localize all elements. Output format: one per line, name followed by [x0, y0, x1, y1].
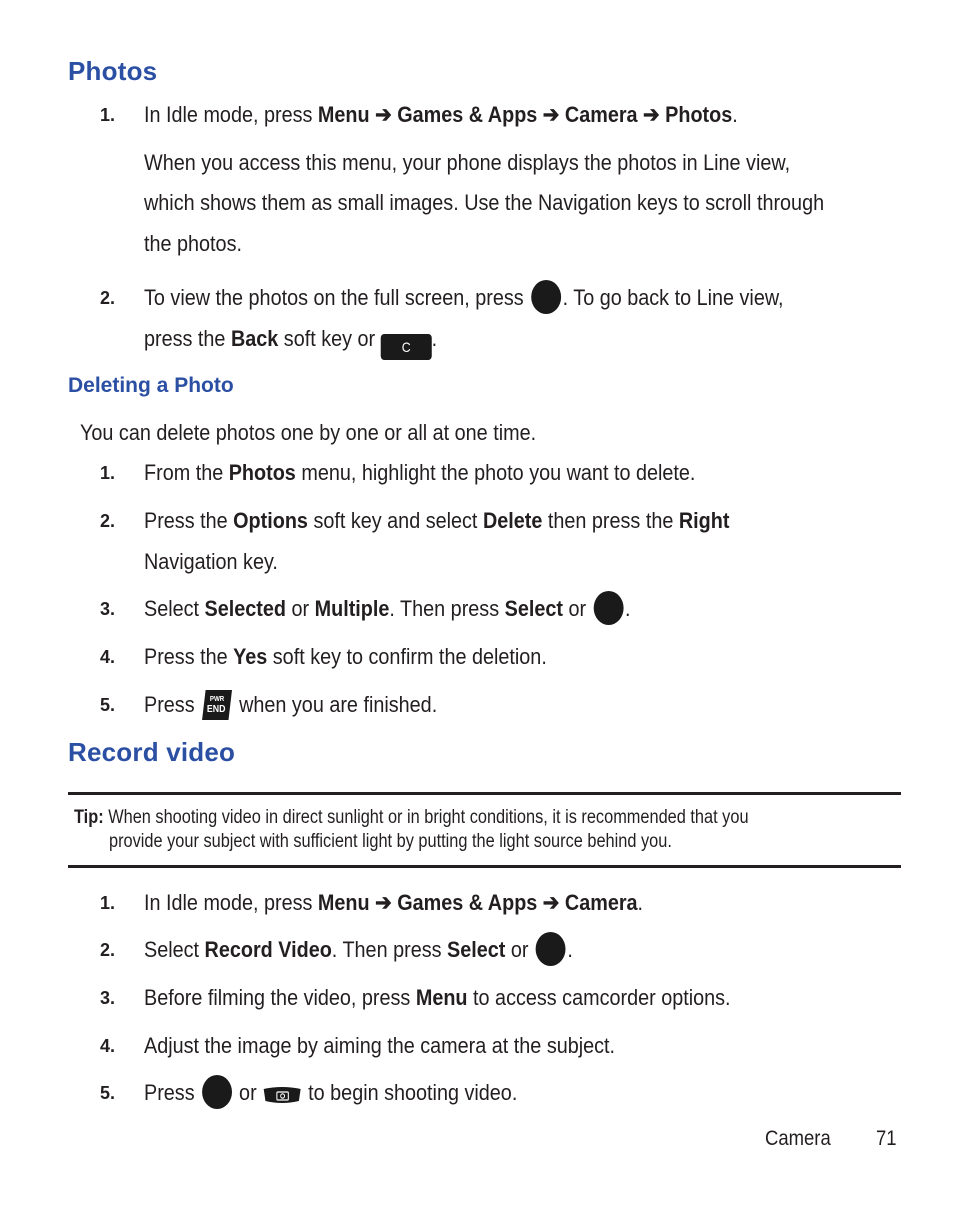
record-step1: In Idle mode, press Menu ➔ Games & Apps ➔ Camera. [144, 890, 644, 915]
tip-top-rule [68, 792, 901, 795]
ok-key-icon [536, 932, 566, 966]
ok-key-icon [531, 280, 561, 314]
photos-step2-line1: To view the photos on the full screen, press . To go back to Line view, [144, 277, 784, 318]
photos-paragraph-line: the photos. [144, 231, 242, 256]
step-number: 2. [100, 288, 116, 308]
tip-line2: provide your subject with sufficient light by putting the light source behind you. [109, 831, 672, 852]
page-number: 71 [876, 1127, 897, 1150]
tip-line1: Tip: When shooting video in direct sunlight or in bright conditions, it is recommended that you [74, 807, 749, 828]
ok-key-icon [202, 1075, 232, 1109]
record-step5: Press or to begin shooting video. [144, 1072, 517, 1113]
record-step3: Before filming the video, press Menu to access camcorder options. [144, 985, 731, 1010]
photos-paragraph-line: which shows them as small images. Use the Navigation keys to scroll through [144, 190, 825, 215]
deleting-step4: Press the Yes soft key to confirm the deletion. [144, 644, 547, 669]
step-number: 3. [100, 599, 116, 619]
clear-key-icon: C [381, 334, 432, 360]
section-title-deleting: Deleting a Photo [68, 374, 234, 397]
record-step4: Adjust the image by aiming the camera at the subject. [144, 1033, 616, 1058]
step-number: 5. [100, 1083, 116, 1103]
deleting-step2: Press the Options soft key and select Delete then press the Right [144, 508, 730, 533]
svg-text:END: END [206, 702, 226, 715]
record-step2: Select Record Video. Then press Select or . [144, 929, 573, 970]
photos-step2-line2: press the Back soft key or C . [144, 318, 437, 360]
deleting-step1: From the Photos menu, highlight the photo you want to delete. [144, 460, 696, 485]
step-number: 3. [100, 988, 116, 1008]
step-number: 4. [100, 647, 116, 667]
photos-paragraph-line: When you access this menu, your phone displays the photos in Line view, [144, 150, 791, 175]
deleting-step5: Press PWR END when you are finished. [144, 684, 437, 725]
section-title-record-video: Record video [68, 737, 236, 767]
step-number: 2. [100, 511, 116, 531]
section-title-photos: Photos [68, 56, 158, 86]
ok-key-icon [593, 591, 623, 625]
step-number: 1. [100, 105, 116, 125]
tip-label: Tip: [74, 807, 104, 828]
tip-bottom-rule [68, 865, 901, 868]
step-number: 1. [100, 893, 116, 913]
deleting-step3: Select Selected or Multiple. Then press Select or . [144, 588, 631, 629]
end-key-icon [200, 686, 233, 724]
step-number: 1. [100, 463, 116, 483]
photos-step1: In Idle mode, press Menu ➔ Games & Apps ➔ Camera ➔ Photos. [144, 102, 738, 127]
deleting-step2-line2: Navigation key. [144, 549, 278, 574]
step-number: 5. [100, 695, 116, 715]
step-number: 2. [100, 940, 116, 960]
footer-section: Camera [765, 1127, 831, 1150]
svg-text:PWR: PWR [209, 695, 225, 704]
deleting-intro: You can delete photos one by one or all at one time. [80, 420, 537, 445]
camera-key-icon [262, 1086, 302, 1104]
step-number: 4. [100, 1036, 116, 1056]
